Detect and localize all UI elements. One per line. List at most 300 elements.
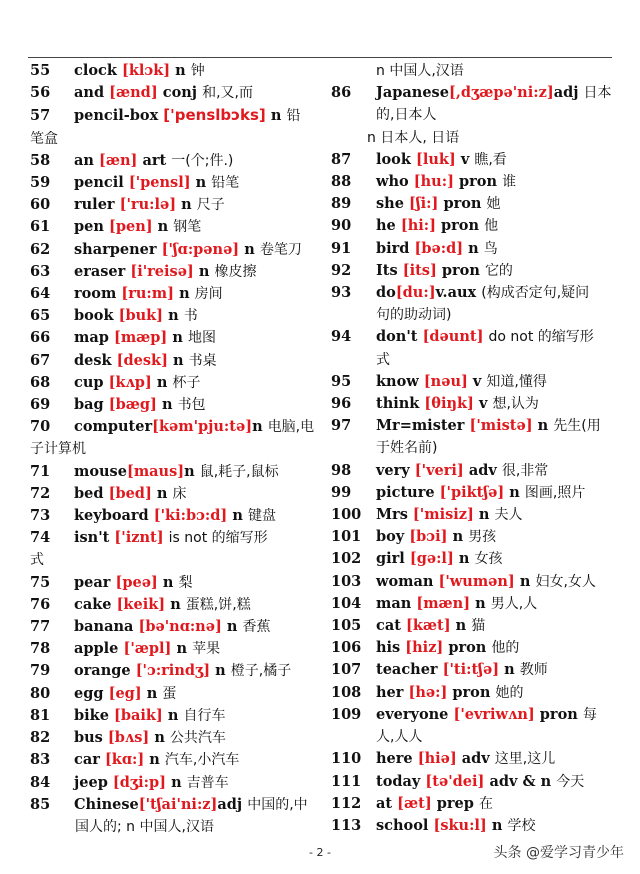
- entry-number: 78: [30, 640, 51, 658]
- entry-number: 75: [30, 573, 51, 591]
- entry-word: sharpener: [74, 240, 157, 258]
- entry-translation: 他: [484, 218, 499, 235]
- entry-word: pencil: [74, 174, 124, 192]
- entry-word: picture: [376, 483, 435, 501]
- entry-phonetic: [pen]: [108, 218, 153, 236]
- entry-number: 111: [331, 772, 362, 790]
- entry-word: bed: [74, 484, 104, 502]
- vocab-entry: [30, 261, 320, 283]
- entry-translation: 一(个;件.): [171, 152, 234, 169]
- entry-translation-cont: n 日本人, 日语: [367, 129, 460, 146]
- entry-translation-cont: 于姓名前): [376, 440, 438, 457]
- entry-translation: 自行车: [183, 707, 226, 724]
- entry-continuation: [331, 349, 611, 371]
- entry-translation: n 中国人,汉语: [376, 63, 464, 79]
- entry-translation: 蛋糕,饼,糕: [185, 596, 251, 613]
- entry-pos: n: [149, 751, 160, 769]
- entry-translation: 日本: [583, 85, 612, 102]
- entry-number: 87: [331, 150, 352, 168]
- entry-pos: n: [162, 573, 174, 591]
- watermark: 头条 @爱学习青少年: [493, 845, 624, 861]
- entry-word: pen: [74, 218, 104, 236]
- entry-phonetic: [æt]: [397, 794, 432, 812]
- entry-phonetic: [sku:l]: [433, 816, 487, 834]
- vocab-entry: [331, 193, 611, 215]
- entry-pos: adv & n: [489, 772, 552, 790]
- vocab-entry: [30, 572, 320, 594]
- entry-pos: pron: [448, 639, 487, 657]
- entry-phonetic: ['misiz]: [412, 506, 474, 524]
- entry-pos: n: [181, 196, 192, 214]
- entry-pos: art: [142, 151, 167, 169]
- entry-number: 73: [30, 507, 51, 525]
- entry-phonetic: [hiə]: [417, 750, 457, 768]
- entry-word: bike: [74, 706, 109, 724]
- entry-pos: n: [156, 484, 168, 502]
- vocab-entry: [30, 194, 320, 216]
- entry-translation: 鼠,耗子,鼠标: [199, 463, 279, 480]
- vocab-entry: [331, 482, 611, 504]
- entry-phonetic: ['veri]: [414, 461, 464, 479]
- entry-translation-cont: 子计算机: [30, 441, 86, 458]
- entry-pos: n: [172, 329, 183, 347]
- entry-translation: 香蕉: [242, 619, 271, 636]
- vocab-entry: [331, 460, 611, 482]
- entry-pos: pron: [452, 683, 491, 701]
- entry-pos: n: [504, 661, 515, 679]
- entry-number: 66: [30, 329, 51, 347]
- vocab-entry: [331, 793, 611, 815]
- entry-translation: 梨: [178, 574, 193, 591]
- entry-phonetic: [its]: [402, 261, 437, 279]
- entry-translation: 谁: [502, 174, 517, 191]
- vocab-entry: [30, 172, 320, 194]
- entry-phonetic: [dʒi:p]: [112, 773, 166, 791]
- entry-word: pear: [74, 573, 111, 591]
- entry-word: everyone: [376, 705, 449, 723]
- entry-continuation: [331, 437, 611, 459]
- entry-phonetic: [hiz]: [405, 639, 444, 657]
- entry-word: and: [74, 84, 105, 102]
- entry-number: 56: [30, 84, 51, 102]
- entry-word: mouse: [74, 462, 127, 480]
- entry-phonetic: ['tʃai'ni:z]: [138, 795, 218, 813]
- vocab-entry: [30, 527, 320, 549]
- entry-translation: 想,认为: [492, 396, 539, 413]
- entry-continuation: [331, 304, 611, 326]
- entry-translation-cont: 式: [30, 552, 44, 569]
- entry-phonetic: ['iznt]: [114, 529, 164, 547]
- vocab-entry: [331, 171, 611, 193]
- entry-word: bag: [74, 396, 104, 414]
- entry-translation: 公共汽车: [169, 730, 226, 747]
- entry-word: an: [74, 151, 94, 169]
- vocab-entry: [30, 483, 320, 505]
- entry-number: 85: [30, 795, 51, 813]
- entry-pos: adv: [461, 750, 490, 768]
- vocab-entry: [331, 771, 611, 793]
- entry-translation: 知道,懂得: [486, 373, 547, 390]
- vocab-column-left: [30, 60, 320, 838]
- entry-phonetic: ['æpl]: [123, 640, 172, 658]
- entry-phonetic: ['evriwʌn]: [453, 705, 535, 723]
- entry-translation: 蛋: [162, 685, 177, 702]
- entry-pos: n: [195, 174, 207, 192]
- entry-translation: 男孩: [468, 529, 497, 546]
- entry-phonetic: [,dʒæpə'ni:z]: [448, 84, 554, 102]
- entry-number: 89: [331, 195, 352, 213]
- entry-number: 103: [331, 572, 362, 590]
- entry-translation: 铅笔: [211, 175, 240, 192]
- entry-number: 100: [331, 506, 362, 524]
- entry-number: 82: [30, 729, 51, 747]
- entry-word: eraser: [74, 262, 126, 280]
- entry-phonetic: ['ti:tʃə]: [442, 661, 500, 679]
- entry-phonetic: ['ki:bɔ:d]: [153, 507, 228, 525]
- vocab-entry: [30, 749, 320, 771]
- entry-number: 55: [30, 62, 51, 79]
- entry-pos: adv: [468, 461, 497, 479]
- entry-pos: n: [452, 528, 464, 546]
- vocab-entry: [30, 772, 320, 794]
- vocab-entry: [331, 571, 611, 593]
- vocab-entry: [30, 150, 320, 172]
- entry-word: room: [74, 285, 117, 303]
- entry-phonetic: ['piktʃə]: [439, 483, 505, 501]
- entry-continuation: [331, 127, 611, 149]
- vocab-entry: [30, 683, 320, 705]
- entry-number: 110: [331, 750, 362, 768]
- entry-translation: 在: [479, 795, 493, 812]
- entry-phonetic: [hu:]: [413, 173, 454, 191]
- entry-number: 96: [331, 395, 352, 413]
- vocab-entry: [30, 239, 320, 261]
- entry-phonetic: [bed]: [108, 484, 152, 502]
- entry-phonetic: [ʃi:]: [409, 195, 439, 213]
- vocab-entry: [331, 615, 611, 637]
- entry-number: 101: [331, 528, 362, 546]
- entry-translation-cont: 的,日本人: [376, 107, 437, 124]
- entry-pos: v: [472, 372, 482, 390]
- entry-pos: n: [519, 572, 531, 590]
- entry-number: 84: [30, 773, 51, 791]
- entry-phonetic: ['mistə]: [469, 417, 533, 435]
- entry-pos: n: [173, 351, 184, 369]
- entry-pos: pron: [441, 261, 480, 279]
- entry-pos: n: [168, 307, 179, 325]
- entry-translation: 每: [582, 706, 597, 723]
- entry-word: look: [376, 150, 411, 168]
- entry-pos: n: [252, 418, 263, 436]
- entry-word: orange: [74, 662, 131, 680]
- entry-pos: n: [184, 462, 195, 480]
- entry-number: 108: [331, 683, 362, 701]
- entry-word: egg: [74, 684, 104, 702]
- entry-translation: 他的: [491, 640, 520, 657]
- entry-phonetic: [æn]: [99, 151, 138, 169]
- entry-phonetic: ['penslbɔks]: [163, 106, 266, 125]
- entry-pos: n: [468, 239, 479, 257]
- entry-number: 99: [331, 483, 352, 501]
- entry-phonetic: [hə:]: [408, 683, 448, 701]
- vocab-entry: [30, 216, 320, 238]
- entry-word: banana: [74, 618, 134, 636]
- entry-number: 67: [30, 351, 51, 369]
- entry-number: 64: [30, 285, 51, 303]
- entry-number: 65: [30, 307, 51, 325]
- entry-translation: is not 的缩写形: [168, 530, 268, 547]
- entry-pos: n: [491, 816, 503, 834]
- entry-phonetic: [ænd]: [109, 84, 158, 102]
- entry-word: ruler: [74, 196, 115, 214]
- entry-phonetic: [keik]: [116, 595, 166, 613]
- entry-pos: n: [170, 595, 181, 613]
- entry-word: cat: [376, 617, 401, 635]
- entry-translation: 书包: [177, 397, 206, 414]
- entry-word: girl: [376, 550, 405, 568]
- entry-number: 112: [331, 794, 362, 812]
- vocab-entry: [331, 682, 611, 704]
- vocab-entry: [331, 215, 611, 237]
- entry-number: 106: [331, 639, 362, 657]
- entry-pos: v: [460, 150, 470, 168]
- entry-phonetic: [kəm'pju:tə]: [152, 418, 253, 436]
- entry-pos: n: [146, 684, 158, 702]
- vocab-entry: [30, 60, 320, 82]
- entry-word: cake: [74, 595, 112, 613]
- vocab-entry: [30, 327, 320, 349]
- entry-translation: 它的: [484, 262, 513, 279]
- entry-word: today: [376, 772, 421, 790]
- entry-translation-cont: 式: [376, 351, 390, 368]
- entry-phonetic: [desk]: [116, 351, 168, 369]
- entry-translation: 铅: [286, 108, 301, 125]
- entry-pos: n: [226, 618, 238, 636]
- entry-pos: n: [478, 506, 490, 524]
- entry-number: 68: [30, 373, 51, 391]
- entry-number: 95: [331, 372, 352, 390]
- entry-pos: pron: [539, 705, 578, 723]
- entry-translation: 中国的,中: [247, 796, 308, 813]
- entry-phonetic: ['ru:lə]: [119, 196, 177, 214]
- entry-number: 70: [30, 418, 51, 436]
- entry-translation: 尺子: [196, 197, 225, 214]
- vocab-column-right: [331, 60, 611, 837]
- entry-translation: 学校: [507, 817, 536, 834]
- entry-number: 98: [331, 461, 352, 479]
- entry-translation: 猫: [471, 618, 486, 635]
- entry-word: his: [376, 639, 401, 657]
- entry-phonetic: [dəunt]: [422, 328, 484, 346]
- entry-word: computer: [74, 418, 153, 436]
- entry-phonetic: [tə'dei]: [425, 772, 485, 790]
- entry-number: 88: [331, 173, 352, 191]
- vocab-entry: [30, 705, 320, 727]
- entry-number: 109: [331, 705, 362, 723]
- entry-pos: n: [537, 417, 549, 435]
- entry-translation: 男人,人: [490, 595, 538, 612]
- entry-number: 57: [30, 107, 51, 125]
- entry-translation: 床: [172, 485, 187, 502]
- entry-word: here: [376, 750, 413, 768]
- entry-translation: do not 的缩写形: [488, 329, 594, 346]
- vocab-entry: [331, 149, 611, 171]
- entry-phonetic: [i'reisə]: [130, 262, 194, 280]
- entry-translation: 夫人: [494, 507, 523, 524]
- entry-number: 60: [30, 196, 51, 214]
- entry-phonetic: [kɑ:]: [104, 751, 145, 769]
- entry-word: he: [376, 217, 396, 235]
- entry-phonetic: [gə:l]: [409, 550, 454, 568]
- entry-number: 113: [331, 816, 362, 834]
- entry-number: 83: [30, 751, 51, 769]
- vocab-entry: [30, 416, 320, 438]
- entry-phonetic: [bæg]: [108, 396, 157, 414]
- entry-pos: n: [154, 729, 165, 747]
- entry-word: cup: [74, 373, 104, 391]
- entry-word: keyboard: [74, 507, 149, 525]
- entry-translation: 和,又,而: [202, 85, 254, 102]
- entry-phonetic: [bə:d]: [414, 239, 464, 257]
- entry-word: Mrs: [376, 506, 408, 524]
- entry-pos: n: [509, 483, 520, 501]
- entry-translation: 吉普车: [186, 774, 229, 791]
- entry-phonetic: [luk]: [415, 150, 456, 168]
- vocab-entry: [331, 393, 611, 415]
- vocab-entry: [331, 704, 611, 726]
- vocab-entry: [30, 660, 320, 682]
- vocab-entry: [331, 371, 611, 393]
- entry-translation: 这里,这儿: [494, 751, 556, 768]
- vocab-entry: [30, 82, 320, 104]
- entry-translation: 汽车,小汽车: [164, 752, 240, 769]
- entry-translation: 键盘: [247, 508, 276, 525]
- entry-translation: 地图: [187, 330, 216, 347]
- entry-translation: 橡皮擦: [214, 263, 257, 280]
- entry-word: man: [376, 594, 412, 612]
- entry-continuation: [331, 60, 611, 82]
- entry-translation: 苹果: [192, 641, 221, 658]
- entry-pos: n: [244, 240, 255, 258]
- entry-number: 102: [331, 550, 362, 568]
- entry-phonetic: [buk]: [118, 307, 164, 325]
- page-number: - 2 -: [309, 846, 331, 859]
- entry-phonetic: [bə'nɑ:nə]: [138, 618, 222, 636]
- vocab-entry: [30, 505, 320, 527]
- entry-word: school: [376, 816, 429, 834]
- vocab-entry: [30, 638, 320, 660]
- entry-translation: 橙子,橘子: [230, 663, 292, 680]
- entry-translation: 杯子: [172, 374, 201, 391]
- entry-translation: 电脑,电: [267, 419, 315, 436]
- entry-translation: 她的: [495, 684, 524, 701]
- entry-phonetic: [eg]: [108, 684, 142, 702]
- entry-word: bird: [376, 239, 410, 257]
- vocab-entry: [30, 350, 320, 372]
- entry-word: think: [376, 395, 420, 413]
- entry-number: 72: [30, 484, 51, 502]
- entry-number: 62: [30, 240, 51, 258]
- entry-number: 77: [30, 618, 51, 636]
- entry-phonetic: [du:]: [395, 284, 436, 302]
- entry-continuation: [30, 816, 320, 838]
- entry-number: 104: [331, 594, 362, 612]
- entry-phonetic: [klɔk]: [121, 62, 171, 79]
- vocab-entry: [331, 282, 611, 304]
- entry-number: 90: [331, 217, 352, 235]
- entry-word: very: [376, 461, 410, 479]
- entry-translation: 书: [183, 308, 198, 325]
- entry-pos: n: [179, 285, 190, 303]
- vocab-entry: [30, 594, 320, 616]
- entry-number: 58: [30, 151, 51, 169]
- entry-phonetic: [peə]: [115, 573, 158, 591]
- entry-number: 63: [30, 262, 51, 280]
- entry-translation: 书桌: [188, 352, 217, 369]
- entry-translation-cont: 国人的; n 中国人,汉语: [75, 818, 214, 835]
- entry-pos: adj: [553, 84, 579, 102]
- entry-phonetic: [bɔi]: [409, 528, 448, 546]
- vocab-entry: [331, 548, 611, 570]
- entry-word: Japanese: [376, 84, 449, 102]
- entry-number: 61: [30, 218, 51, 236]
- entry-phonetic: ['ʃɑ:pənə]: [161, 240, 240, 258]
- entry-pos: conj: [162, 84, 198, 102]
- entry-phonetic: [θiŋk]: [424, 395, 474, 413]
- entry-phonetic: [bʌs]: [107, 729, 150, 747]
- entry-continuation: [331, 104, 611, 126]
- entry-phonetic: ['wumən]: [438, 572, 515, 590]
- entry-phonetic: [maus]: [126, 462, 185, 480]
- entry-pos: pron: [441, 217, 480, 235]
- vocab-entry: [30, 283, 320, 305]
- entry-word: know: [376, 372, 419, 390]
- entry-number: 76: [30, 595, 51, 613]
- entry-phonetic: ['pensl]: [128, 174, 191, 192]
- entry-pos: pron: [459, 173, 497, 191]
- entry-number: 91: [331, 239, 352, 257]
- vocab-entry: [331, 238, 611, 260]
- vocab-entry: [331, 504, 611, 526]
- entry-continuation: [30, 438, 320, 460]
- entry-number: 86: [331, 84, 352, 102]
- entry-translation: 图画,照片: [524, 484, 586, 501]
- vocab-entry: [30, 616, 320, 638]
- entry-pos: v.aux: [435, 284, 477, 302]
- header-rule: [28, 57, 612, 58]
- entry-word: at: [376, 794, 393, 812]
- entry-pos: n: [455, 617, 467, 635]
- entry-number: 80: [30, 684, 51, 702]
- entry-pos: n: [175, 62, 186, 79]
- entry-pos: n: [176, 640, 188, 658]
- vocab-entry: [30, 394, 320, 416]
- entry-pos: prep: [436, 794, 474, 812]
- entry-translation: 钟: [190, 63, 205, 79]
- vocab-entry: [331, 637, 611, 659]
- entry-phonetic: [mæp]: [113, 329, 168, 347]
- entry-continuation: [30, 549, 320, 571]
- entry-pos: n: [161, 396, 173, 414]
- entry-phonetic: [kæt]: [405, 617, 451, 635]
- entry-phonetic: [hi:]: [400, 217, 436, 235]
- entry-translation: (构成否定句,疑问: [481, 285, 590, 302]
- entry-pos: n: [198, 262, 210, 280]
- entry-translation: 先生(用: [553, 418, 601, 435]
- vocab-entry: [331, 82, 611, 104]
- entry-number: 71: [30, 462, 51, 480]
- entry-phonetic: [baik]: [113, 706, 163, 724]
